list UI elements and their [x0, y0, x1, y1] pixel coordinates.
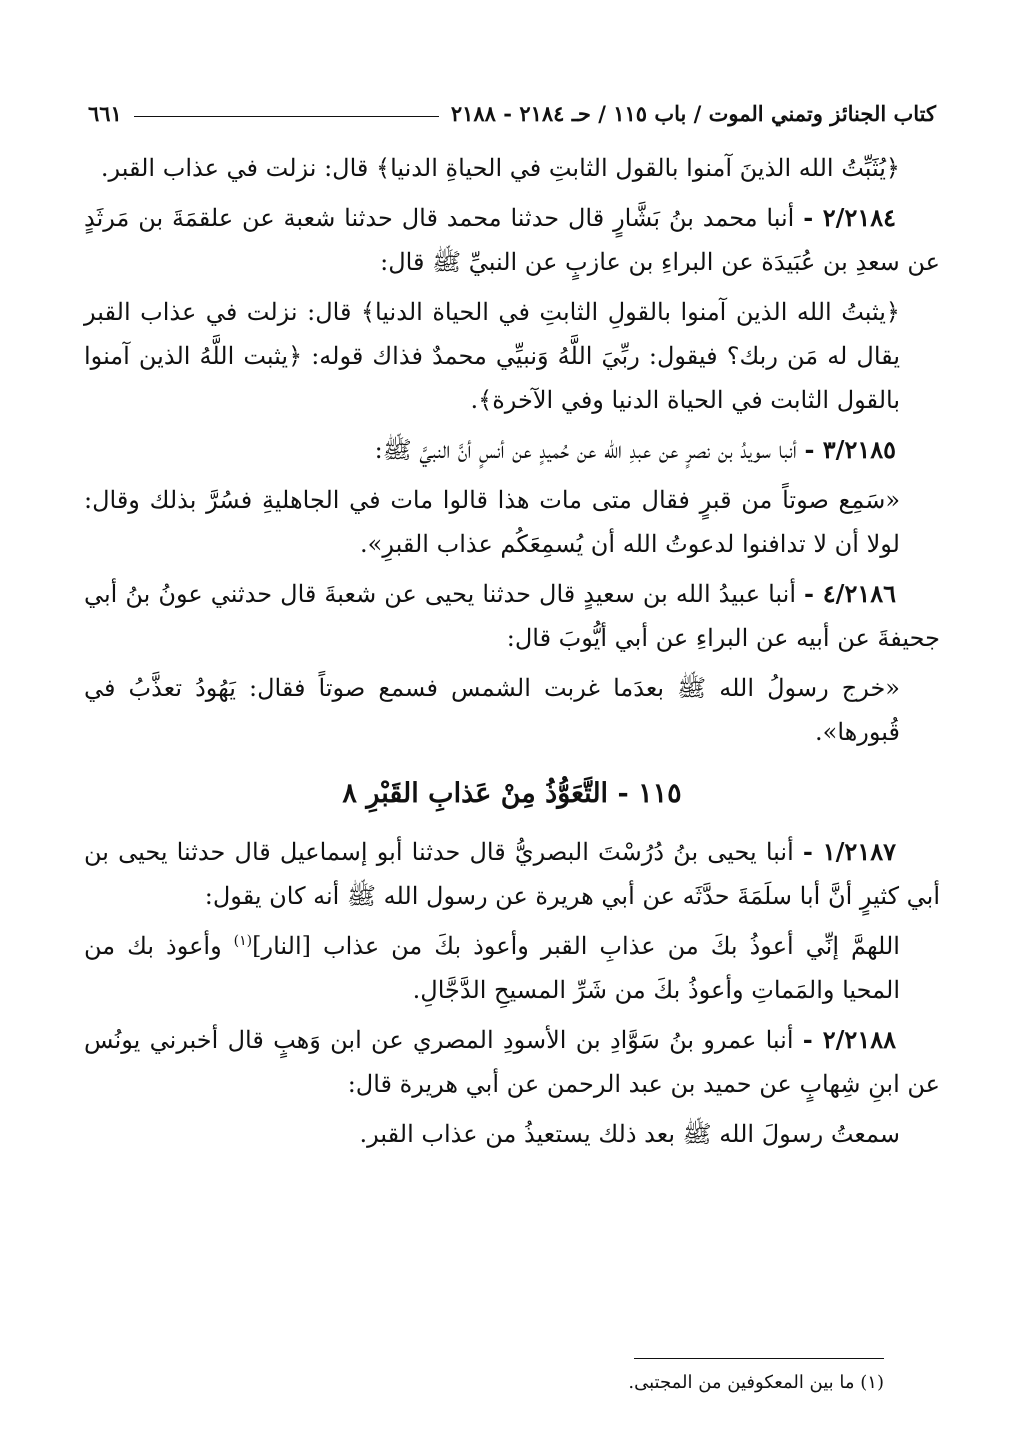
section-heading: ١١٥ - التَّعَوُّذُ مِنْ عَذابِ القَبْرِ ٨ [342, 778, 682, 809]
footnote-divider [634, 1358, 884, 1359]
paragraph-matn [84, 666, 940, 754]
paragraph-text-before-note: اللهمَّ إنِّي أعوذُ بكَ من عذابِ القبر وأعوذ بكَ من عذاب [النار] [252, 932, 900, 960]
paragraph-text: «خرج رسولُ الله ﷺ بعدَما غربت الشمس فسمع صوتاً فقال: يَهُودُ تعذَّبُ في قُبورها». [84, 674, 900, 746]
paragraph-verse [84, 146, 940, 190]
paragraph-text: ﴿يُثَبِّتُ الله الذينَ آمنوا بالقول الثابتِ في الحياةِ الدنيا﴾ قال: نزلت في عذاب القبر. [100, 154, 900, 182]
hadith-number: ٤/٢١٨٦ - [804, 579, 896, 608]
hadith-2185 [84, 428, 940, 472]
paragraph-supplication [84, 924, 940, 1012]
hadith-number: ٢/٢١٨٨ - [802, 1025, 896, 1054]
footnote: (١) ما بين المعكوفين من المجتبى. [628, 1372, 884, 1393]
hadith-2188 [84, 1018, 940, 1106]
hadith-text: أنبا محمد بنُ بَشَّارٍ قال حدثنا محمد قال حدثنا شعبة عن علقمَةَ بن مَرثَدٍ عن سعدِ بن عُبَيدَة عن البراءِ بن عازبٍ عن النبيِّ ﷺ قال: [84, 204, 940, 276]
hadith-number: ٢/٢١٨٤ - [803, 203, 896, 232]
paragraph-matn [84, 478, 940, 566]
hadith-2186 [84, 572, 940, 660]
footnote-reference[interactable]: (١) [233, 933, 253, 949]
hadith-number: ٣/٢١٨٥ - [804, 435, 896, 464]
hadith-text: أنبا عمرو بنُ سَوَّادِ بن الأسودِ المصري عن ابن وَهبٍ قال أخبرني يونُس عن ابنِ شِهابٍ عن حميد بن عبد الرحمن عن أبي هريرة قال: [84, 1026, 940, 1098]
page-number: ٦٦١ [88, 101, 122, 126]
paragraph-text: ﴿يثبتُ الله الذين آمنوا بالقولِ الثابتِ في الحياة الدنيا﴾ قال: نزلت في عذاب القبر يقال له مَن ربك؟ فيقول: ربِّيَ اللَّهُ وَنبيِّي محمدٌ فذاك قوله: ﴿يثبت اللَّهُ الذين آمنوا بالقول الثابت في الحياة الدنيا وفي الآخرة﴾. [84, 298, 901, 414]
paragraph-text: سمعتُ رسولَ الله ﷺ بعد ذلك يستعيذُ من عذاب القبر. [359, 1120, 900, 1148]
hadith-text: أنبا سويدُ بن نصرٍ عن عبدِ الله عن حُميدٍ عن أنسٍ أنَّ النبيَّ ﷺ: [374, 436, 797, 464]
running-head-title: كتاب الجنائز وتمني الموت / باب ١١٥ / حـ ٢١٨٤ - ٢١٨٨ [450, 101, 936, 126]
hadith-number: ١/٢١٨٧ - [802, 837, 896, 866]
running-head [88, 86, 936, 126]
paragraph-text-after-note: وأعوذ بك من المحيا والمَماتِ وأعوذُ بكَ من شَرِّ المسيحِ الدَّجَّالِ. [84, 932, 900, 1004]
hadith-text: أنبا يحيى بنُ دُرُسْتَ البصريُّ قال حدثنا أبو إسماعيل قال حدثنا يحيى بن أبي كثيرٍ أنَّ أبا سلَمَةَ حدَّثَه عن أبي هريرة عن رسول الله ﷺ أنه كان يقول: [84, 838, 940, 910]
main-text [84, 146, 940, 1162]
paragraph-verse-commentary [84, 290, 940, 422]
hadith-2184 [84, 196, 940, 284]
hadith-2187 [84, 830, 940, 918]
hadith-text: أنبا عبيدُ الله بن سعيدٍ قال حدثنا يحيى عن شعبةَ قال حدثني عونُ بنُ أبي جحيفةَ عن أبيه عن البراءِ عن أبي أيُّوبَ قال: [84, 580, 940, 652]
paragraph-matn [84, 1112, 940, 1156]
running-head-rule [134, 116, 439, 117]
paragraph-text: «سَمِع صوتاً من قبرٍ فقال متى مات هذا قالوا مات في الجاهليةِ فسُرَّ بذلك وقال: لولا أن لا تدافنوا لدعوتُ الله أن يُسمِعَكُم عذاب القبرِ». [84, 486, 900, 558]
